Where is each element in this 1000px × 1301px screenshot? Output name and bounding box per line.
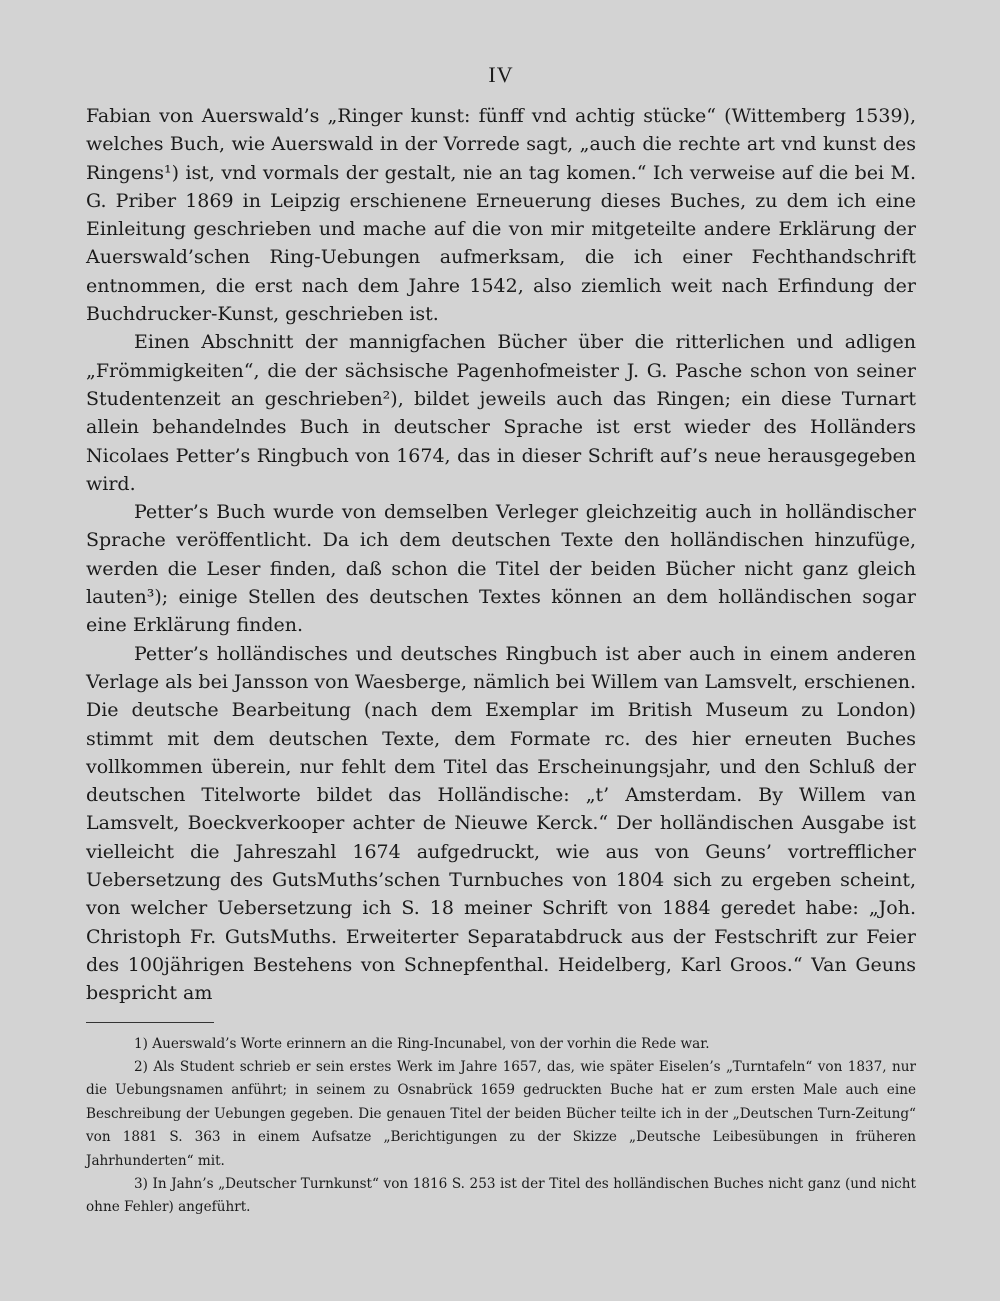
footnote-1 xyxy=(86,1033,916,1056)
paragraph-3: Petter’s Buch wurde von demselben Verleger gleichzeitig auch in holländischer Sprache veröffentlicht. Da ich dem deutschen Texte den holländischen hinzufüge, werden die Leser finden, daß schon die Titel der beiden Bücher nicht ganz gleich lauten³); einige Stellen des deutschen Textes können an dem holländischen sogar eine Erklärung finden. xyxy=(86,501,916,637)
footnote-2 xyxy=(86,1056,916,1173)
footnote-text: In Jahn’s „Deutscher Turnkunst“ von 1816 S. 253 ist der Titel des holländischen Buches nicht ganz (und nicht ohne Fehler) angeführt. xyxy=(86,1175,916,1216)
main-text xyxy=(86,102,916,1008)
footnote-text: Auerswald’s Worte erinnern an die Ring-Incunabel, von der vorhin die Rede war. xyxy=(152,1035,710,1052)
page-number: IV xyxy=(488,62,514,87)
footnote-mark: 2) xyxy=(134,1058,148,1075)
paragraph-1: Fabian von Auerswald’s „Ringer kunst: fünff vnd achtig stücke“ (Wittemberg 1539), welches Buch, wie Auerswald in der Vorrede sagt, „auch die rechte art vnd kunst des Ringens¹) ist, vnd vormals der gestalt, nie an tag komen.“ Ich verweise auf die bei M. G. Priber 1869 in Leipzig erschienene Erneuerung dieses Buches, zu dem ich eine Einleitung geschrieben und mache auf die von mir mitgeteilte andere Erklärung der Auerswald’schen Ring-Uebungen aufmerksam, die ich einer Fechthandschrift entnommen, die erst nach dem Jahre 1542, also ziemlich weit nach Erfindung der Buchdrucker-Kunst, geschrieben ist. xyxy=(86,105,916,326)
footnote-mark: 3) xyxy=(134,1175,148,1192)
footnote-mark: 1) xyxy=(134,1035,148,1052)
footnote-text: Als Student schrieb er sein erstes Werk im Jahre 1657, das, wie später Eiselen’s „Turntafeln“ von 1837, nur die Uebungsnamen anführt; in seinem zu Osnabrück 1659 gedruckten Buche hat er zum ersten Male auch eine Beschreibung der Uebungen gegeben. Die genauen Titel der beiden Bücher teilte ich in der „Deutschen Turn-Zeitung“ von 1881 S. 363 in einem Aufsatze „Berichtigungen zu der Skizze „Deutsche Leibesübungen in früheren Jahrhunderten“ mit. xyxy=(86,1058,916,1169)
footnotes xyxy=(86,1033,916,1220)
footnote-divider xyxy=(86,1022,214,1023)
paragraph-2: Einen Abschnitt der mannigfachen Bücher über die ritterlichen und adligen „Frömmigkeiten“, die der sächsische Pagenhofmeister J. G. Pasche schon von seiner Studentenzeit an geschrieben²), bildet jeweils auch das Ringen; ein diese Turnart allein behandelndes Buch in deutscher Sprache ist erst wieder des Holländers Nicolaes Petter’s Ringbuch von 1674, das in dieser Schrift auf’s neue herausgegeben wird. xyxy=(86,331,916,495)
paragraph-4: Petter’s holländisches und deutsches Ringbuch ist aber auch in einem anderen Verlage als bei Jansson von Waesberge, nämlich bei Willem van Lamsvelt, erschienen. Die deutsche Bearbeitung (nach dem Exemplar im British Museum zu London) stimmt mit dem deutschen Texte, dem Formate rc. des hier erneuten Buches vollkommen überein, nur fehlt dem Titel das Erscheinungsjahr, und den Schluß der deutschen Titelworte bildet das Holländische: „t’ Amsterdam. By Willem van Lamsvelt, Boeckverkooper achter de Nieuwe Kerck.“ Der holländischen Ausgabe ist vielleicht die Jahreszahl 1674 aufgedruckt, wie aus von Geuns’ vortrefflicher Uebersetzung des GutsMuths’schen Turnbuches von 1804 sich zu ergeben scheint, von welcher Uebersetzung ich S. 18 meiner Schrift von 1884 geredet habe: „Joh. Christoph Fr. GutsMuths. Erweiterter Separatabdruck aus der Festschrift zur Feier des 100jährigen Bestehens von Schnepfenthal. Heidelberg, Karl Groos.“ Van Geuns bespricht am xyxy=(86,642,916,1005)
footnote-3 xyxy=(86,1173,916,1220)
